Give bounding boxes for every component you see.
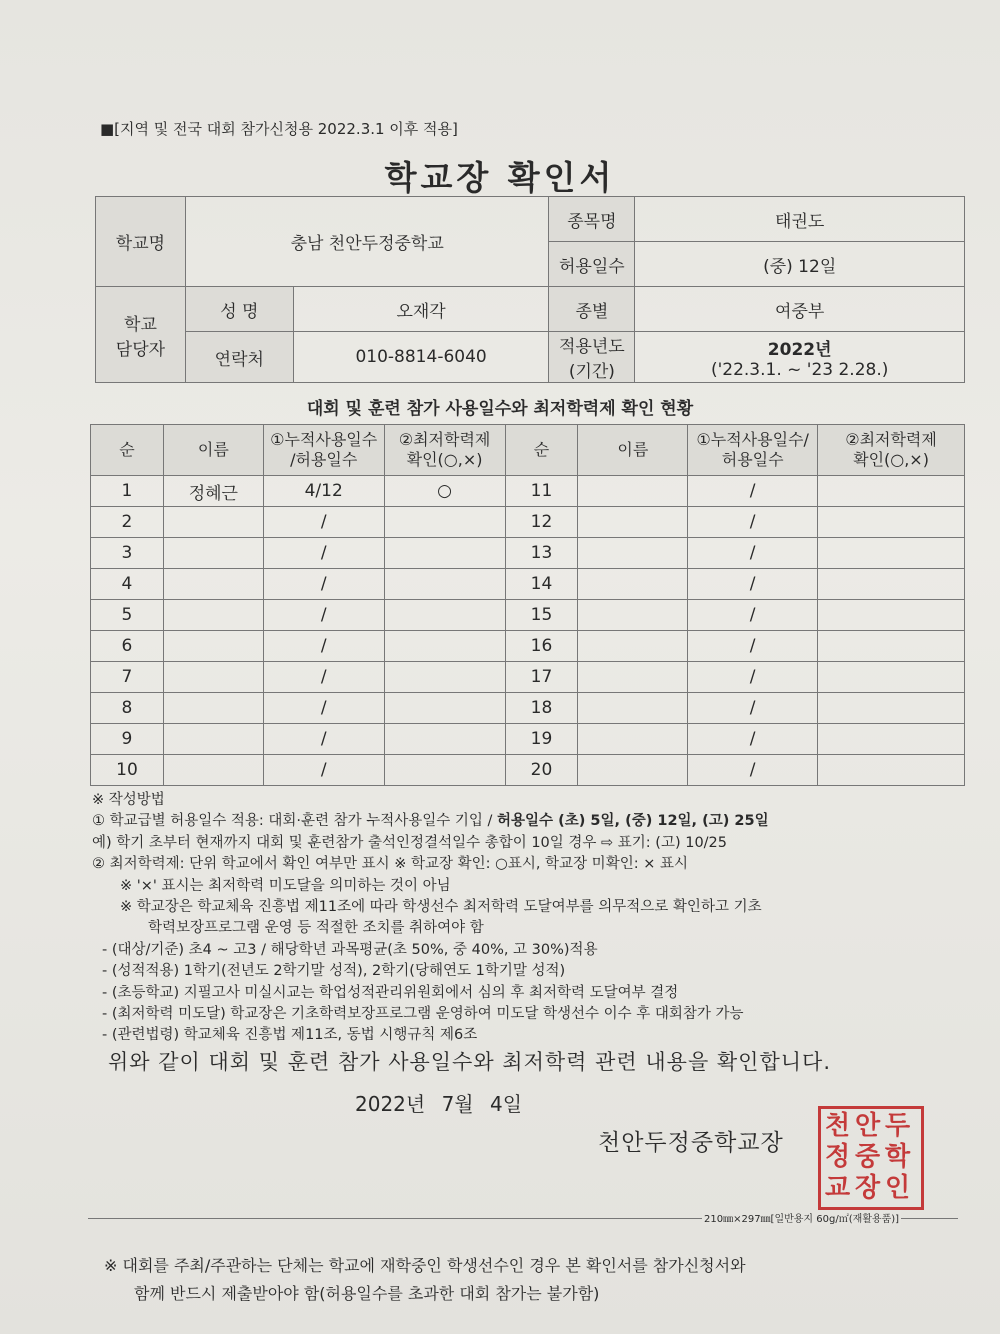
table-row bbox=[91, 600, 965, 631]
col-min-academic-right bbox=[818, 425, 965, 476]
cell-left-num: 1 bbox=[91, 476, 164, 507]
paper-spec: 210㎜×297㎜[일반용지 60g/㎡(재활용품)] bbox=[702, 1210, 901, 1225]
cell-left-num: 10 bbox=[91, 755, 164, 786]
sport-label: 종목명 bbox=[549, 197, 635, 242]
cell-left-num: 4 bbox=[91, 569, 164, 600]
cell-left-min bbox=[384, 755, 505, 786]
cell-right-min bbox=[818, 693, 965, 724]
note-1 bbox=[92, 811, 769, 832]
footer-note bbox=[104, 1252, 746, 1308]
col-min-academic-line1: ②최저학력제 bbox=[398, 430, 491, 449]
sport-value: 태권도 bbox=[635, 197, 965, 242]
cell-left-cum: / bbox=[263, 724, 384, 755]
cell-right-num: 19 bbox=[505, 724, 578, 755]
table-row bbox=[91, 662, 965, 693]
cell-left-num: 2 bbox=[91, 507, 164, 538]
note-1-example: 예) 학기 초부터 현재까지 대회 및 훈련참가 출석인정결석일수 총합이 10일 경우 ⇨ 표기: (고) 10/25 bbox=[92, 834, 728, 851]
cell-left-num: 8 bbox=[91, 693, 164, 724]
col-name-right: 이름 bbox=[578, 425, 688, 476]
cell-right-min bbox=[818, 538, 965, 569]
cell-left-name bbox=[163, 569, 263, 600]
cell-right-cum: / bbox=[688, 507, 818, 538]
page-title: 학교장 확인서 bbox=[384, 158, 616, 197]
participation-table bbox=[90, 424, 965, 786]
cell-left-cum: / bbox=[263, 600, 384, 631]
school-info-table bbox=[95, 196, 965, 383]
table-header-row bbox=[91, 425, 965, 476]
notes-heading: ※ 작성방법 bbox=[92, 792, 165, 808]
cell-right-min bbox=[818, 569, 965, 600]
table-row bbox=[91, 538, 965, 569]
col-min-academic-line2: 확인(○,×) bbox=[406, 450, 483, 469]
note-3: ※ '×' 표시는 최저학력 미도달을 의미하는 것이 아님 bbox=[120, 877, 451, 894]
note-10: - (관련법령) 학교체육 진흥법 제11조, 동법 시행규칙 제6조 bbox=[102, 1027, 478, 1044]
principal-signature: 천안두정중학교장 bbox=[598, 1130, 784, 1156]
cell-right-cum: / bbox=[688, 538, 818, 569]
cell-right-name bbox=[578, 662, 688, 693]
cell-left-cum: 4/12 bbox=[263, 476, 384, 507]
cell-right-num: 14 bbox=[505, 569, 578, 600]
cell-right-cum: / bbox=[688, 662, 818, 693]
cell-right-min bbox=[818, 724, 965, 755]
cell-right-cum: / bbox=[688, 569, 818, 600]
table-row bbox=[91, 755, 965, 786]
cell-left-name bbox=[163, 693, 263, 724]
cell-left-cum: / bbox=[263, 538, 384, 569]
cell-right-num: 17 bbox=[505, 662, 578, 693]
cell-left-min bbox=[384, 724, 505, 755]
cell-right-cum: / bbox=[688, 693, 818, 724]
col-name: 이름 bbox=[163, 425, 263, 476]
col-cumulative-right bbox=[688, 425, 818, 476]
note-2: ② 최저학력제: 단위 학교에서 확인 여부만 표시 ※ 학교장 확인: ○표시, 학교장 미확인: × 표시 bbox=[92, 856, 688, 873]
cell-right-num: 15 bbox=[505, 600, 578, 631]
cell-left-cum: / bbox=[263, 507, 384, 538]
header-note: ■[지역 및 전국 대회 참가신청용 2022.3.1 이후 적용] bbox=[100, 120, 458, 138]
note-4: ※ 학교장은 학교체육 진흥법 제11조에 따라 학생선수 최저학력 도달여부를 의무적으로 확인하고 기초 bbox=[120, 899, 762, 916]
cell-left-min bbox=[384, 631, 505, 662]
cell-left-cum: / bbox=[263, 662, 384, 693]
note-7: - (성적적용) 1학기(전년도 2학기말 성적), 2학기(당해연도 1학기말 성적) bbox=[102, 963, 566, 980]
cell-right-num: 11 bbox=[505, 476, 578, 507]
note-9: - (최저학력 미도달) 학교장은 기초학력보장프로그램 운영하여 미도달 학생선수 이수 후 대회참가 가능 bbox=[102, 1006, 744, 1023]
cell-right-name bbox=[578, 693, 688, 724]
staff-name-label: 성 명 bbox=[185, 287, 293, 332]
cell-left-name bbox=[163, 755, 263, 786]
cell-right-min bbox=[818, 755, 965, 786]
cell-right-name bbox=[578, 631, 688, 662]
allowed-days-label: 허용일수 bbox=[549, 242, 635, 287]
cell-right-num: 16 bbox=[505, 631, 578, 662]
col-cumulative-right-line2: 허용일수 bbox=[721, 450, 784, 469]
cell-right-num: 13 bbox=[505, 538, 578, 569]
col-num: 순 bbox=[91, 425, 164, 476]
col-num-right: 순 bbox=[505, 425, 578, 476]
cell-left-min: ○ bbox=[384, 476, 505, 507]
staff-label bbox=[96, 287, 186, 383]
cell-right-cum: / bbox=[688, 755, 818, 786]
year-label-line1: 적용년도 bbox=[559, 337, 625, 357]
cell-left-cum: / bbox=[263, 755, 384, 786]
note-8: - (초등학교) 지필고사 미실시교는 학업성적관리위원회에서 심의 후 최저학력 도달여부 결정 bbox=[102, 984, 679, 1001]
table-row bbox=[91, 569, 965, 600]
cell-left-name bbox=[163, 507, 263, 538]
cell-left-num: 5 bbox=[91, 600, 164, 631]
allowed-days-value: (중) 12일 bbox=[635, 242, 965, 287]
cell-right-name bbox=[578, 724, 688, 755]
gender-label: 종별 bbox=[549, 287, 635, 332]
cell-left-min bbox=[384, 538, 505, 569]
table-row bbox=[91, 507, 965, 538]
cell-left-name bbox=[163, 724, 263, 755]
table-row bbox=[91, 693, 965, 724]
year-label-line2: (기간) bbox=[568, 362, 615, 382]
staff-label-line2: 담당자 bbox=[115, 339, 166, 360]
col-cumulative-right-line1: ①누적사용일수/ bbox=[696, 430, 809, 449]
cell-right-cum: / bbox=[688, 476, 818, 507]
cell-left-num: 3 bbox=[91, 538, 164, 569]
cell-left-min bbox=[384, 507, 505, 538]
cell-left-cum: / bbox=[263, 631, 384, 662]
cell-left-name bbox=[163, 538, 263, 569]
cell-left-min bbox=[384, 662, 505, 693]
confirmation-statement: 위와 같이 대회 및 훈련 참가 사용일수와 최저학력 관련 내용을 확인합니다. bbox=[108, 1050, 832, 1074]
staff-name-value: 오재각 bbox=[293, 287, 549, 332]
cell-right-cum: / bbox=[688, 600, 818, 631]
cell-right-min bbox=[818, 476, 965, 507]
cell-right-name bbox=[578, 600, 688, 631]
cell-left-num: 7 bbox=[91, 662, 164, 693]
table-row bbox=[91, 724, 965, 755]
cell-left-cum: / bbox=[263, 569, 384, 600]
issue-date: 2022년 7월 4일 bbox=[355, 1092, 523, 1116]
cell-right-min bbox=[818, 600, 965, 631]
cell-right-num: 18 bbox=[505, 693, 578, 724]
cell-left-name: 정혜근 bbox=[163, 476, 263, 507]
note-5: 학력보장프로그램 운영 등 적절한 조치를 취하여야 함 bbox=[148, 920, 484, 937]
writing-instructions bbox=[92, 790, 769, 1047]
cell-left-min bbox=[384, 600, 505, 631]
school-name-label: 학교명 bbox=[96, 197, 186, 287]
cell-left-name bbox=[163, 662, 263, 693]
footer-note-line1: ※ 대회를 주최/주관하는 단체는 학교에 재학중인 학생선수인 경우 본 확인서를 참가신청서와 bbox=[104, 1256, 746, 1275]
cell-left-min bbox=[384, 569, 505, 600]
official-seal-stamp: 천 안 두 정 중 학 교 장 인 bbox=[818, 1106, 924, 1210]
col-min-academic-right-line1: ②최저학력제 bbox=[845, 430, 937, 449]
table-row bbox=[91, 631, 965, 662]
cell-left-cum: / bbox=[263, 693, 384, 724]
cell-right-name bbox=[578, 755, 688, 786]
cell-right-cum: / bbox=[688, 631, 818, 662]
gender-value: 여중부 bbox=[635, 287, 965, 332]
table-row bbox=[91, 476, 965, 507]
cell-left-num: 6 bbox=[91, 631, 164, 662]
cell-left-name bbox=[163, 600, 263, 631]
year-period: ('22.3.1. ~ '23 2.28.) bbox=[710, 359, 889, 380]
note-1-a: ① 학교급별 허용일수 적용: 대회·훈련 참가 누적사용일수 기입 / bbox=[92, 813, 498, 830]
cell-right-min bbox=[818, 631, 965, 662]
contact-label: 연락처 bbox=[185, 332, 293, 383]
cell-right-num: 20 bbox=[505, 755, 578, 786]
cell-right-num: 12 bbox=[505, 507, 578, 538]
staff-label-line1: 학교 bbox=[124, 314, 157, 335]
footer-note-line2: 함께 반드시 제출받아야 함(허용일수를 초과한 대회 참가는 불가함) bbox=[134, 1284, 600, 1303]
cell-right-cum: / bbox=[688, 724, 818, 755]
cell-right-name bbox=[578, 569, 688, 600]
cell-right-min bbox=[818, 662, 965, 693]
year-value: 2022년 bbox=[767, 339, 832, 360]
cell-right-name bbox=[578, 507, 688, 538]
col-cumulative-line1: ①누적사용일수 bbox=[270, 430, 378, 449]
school-name-value: 충남 천안두정중학교 bbox=[185, 197, 549, 287]
cell-right-min bbox=[818, 507, 965, 538]
col-cumulative-line2: /허용일수 bbox=[290, 450, 358, 469]
col-cumulative bbox=[263, 425, 384, 476]
cell-right-name bbox=[578, 538, 688, 569]
section-title: 대회 및 훈련 참가 사용일수와 최저학력제 확인 현황 bbox=[306, 399, 694, 419]
col-min-academic-right-line2: 확인(○,×) bbox=[853, 450, 929, 469]
cell-left-name bbox=[163, 631, 263, 662]
cell-left-num: 9 bbox=[91, 724, 164, 755]
contact-value: 010-8814-6040 bbox=[293, 332, 549, 383]
year-value-cell bbox=[635, 332, 965, 383]
col-min-academic bbox=[384, 425, 505, 476]
cell-right-name bbox=[578, 476, 688, 507]
year-label bbox=[549, 332, 635, 383]
note-1-b: 허용일수 (초) 5일, (중) 12일, (고) 25일 bbox=[497, 813, 769, 830]
note-6: - (대상/기준) 초4 ~ 고3 / 해당학년 과목평균(초 50%, 중 40%, 고 30%)적용 bbox=[102, 941, 598, 958]
cell-left-min bbox=[384, 693, 505, 724]
